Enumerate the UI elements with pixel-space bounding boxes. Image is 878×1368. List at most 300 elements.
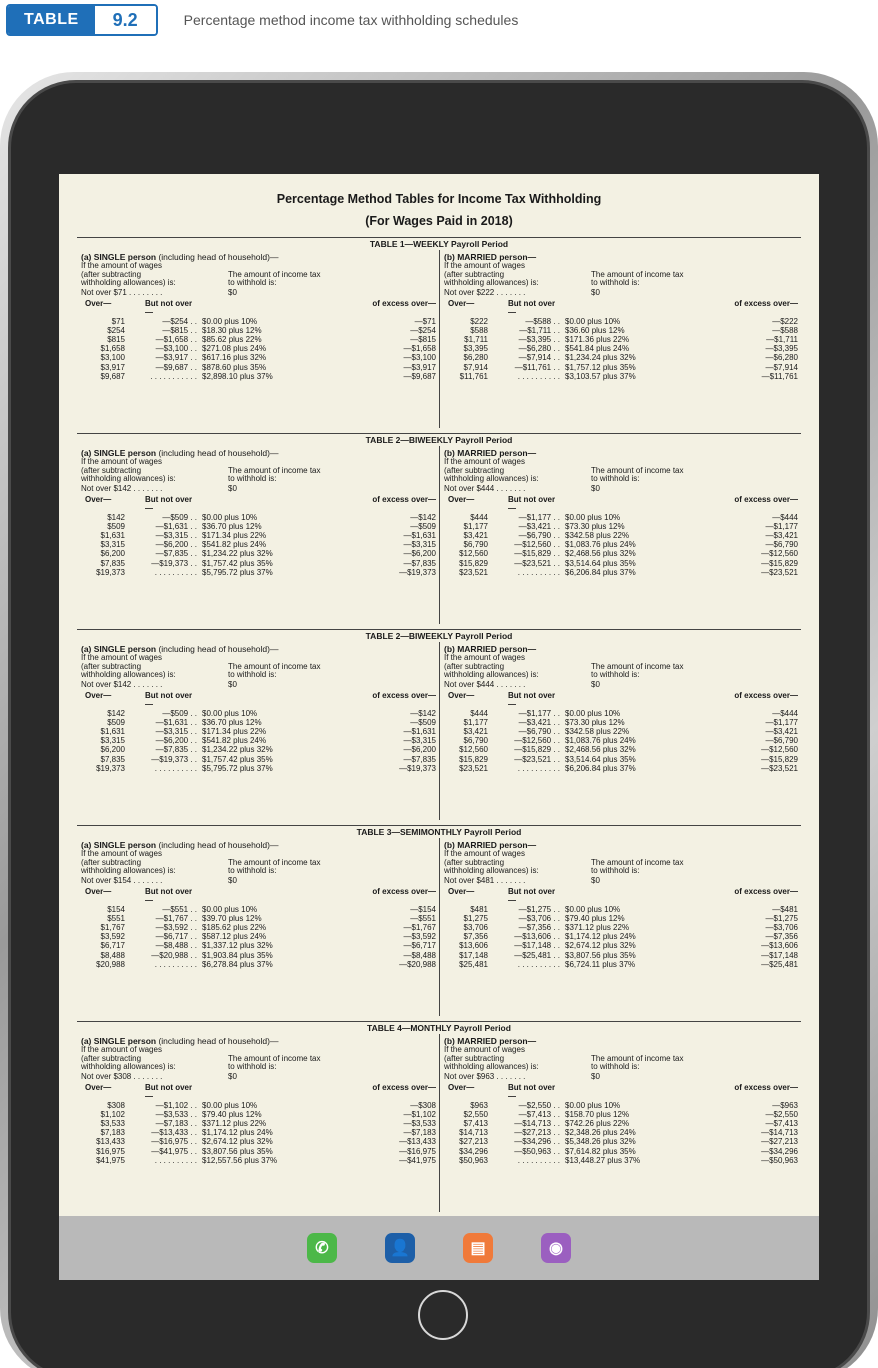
tax-header bbox=[199, 887, 343, 905]
over-cell: $19,373 bbox=[96, 763, 125, 773]
tax-cell: $171.36 plus 22% bbox=[565, 334, 630, 344]
wages-line: If the amount of wages bbox=[444, 261, 525, 270]
tax-line: The amount of income tax bbox=[591, 269, 684, 279]
tax-line: to withhold is: bbox=[591, 1062, 640, 1071]
tax-cell: $6,278.84 plus 37% bbox=[202, 959, 273, 969]
tax-cell: $2,674.12 plus 32% bbox=[565, 941, 636, 951]
not-over-cell: —$6,200 . . bbox=[155, 736, 197, 746]
excess-cell: —$15,829 bbox=[761, 558, 798, 568]
not-over-cell: —$14,713 . . bbox=[514, 1118, 560, 1128]
excess-cell: —$6,200 bbox=[403, 549, 436, 559]
tax-cell: $39.70 plus 12% bbox=[202, 913, 262, 923]
not-over-text: Not over $222 . . . . . . . bbox=[444, 287, 526, 297]
excess-cell: —$154 bbox=[410, 904, 436, 914]
table-row bbox=[444, 951, 798, 960]
table-row bbox=[81, 513, 436, 522]
wages-line: (after subtracting bbox=[81, 465, 142, 475]
tax-cell: $0.00 plus 10% bbox=[202, 512, 258, 522]
not-over-text: Not over $71 . . . . . . . . bbox=[81, 287, 163, 297]
tax-cell: $3,807.56 plus 35% bbox=[202, 1146, 273, 1156]
table-label: TABLE bbox=[8, 6, 95, 34]
zero-value: $0 bbox=[591, 875, 600, 885]
schedule-pair bbox=[77, 838, 801, 1016]
not-over-cell: —$1,177 . . bbox=[518, 708, 560, 718]
over-cell: $12,560 bbox=[459, 745, 488, 755]
excess-cell: —$509 bbox=[410, 717, 436, 727]
wages-intro bbox=[444, 671, 798, 680]
not-over-cell: . . . . . . . . . . bbox=[517, 1155, 560, 1165]
wages-line: withholding allowances) is: bbox=[81, 1062, 176, 1071]
excess-cell: —$25,481 bbox=[761, 959, 798, 969]
excess-cell: —$16,975 bbox=[399, 1146, 436, 1156]
tax-cell: $0.00 plus 10% bbox=[202, 1100, 258, 1110]
excess-cell: —$17,148 bbox=[761, 950, 798, 960]
home-button[interactable] bbox=[418, 1290, 468, 1340]
schedule-pair bbox=[77, 642, 801, 820]
wages-intro bbox=[444, 867, 798, 876]
excess-cell: —$19,373 bbox=[399, 763, 436, 773]
not-over-cell: —$15,829 . . bbox=[514, 549, 560, 559]
section-heading: TABLE 2—BIWEEKLY Payroll Period bbox=[365, 435, 513, 445]
zero-value: $0 bbox=[591, 287, 600, 297]
excess-header: of excess over— bbox=[372, 690, 436, 700]
over-cell: $25,481 bbox=[459, 959, 488, 969]
excess-cell: —$509 bbox=[410, 521, 436, 531]
tax-cell: $342.58 plus 22% bbox=[565, 530, 630, 540]
excess-cell: —$23,521 bbox=[761, 567, 798, 577]
wages-line: If the amount of wages bbox=[444, 457, 525, 466]
table-row bbox=[444, 522, 798, 531]
over-cell: $1,275 bbox=[463, 913, 488, 923]
over-cell: $1,102 bbox=[100, 1109, 125, 1119]
tax-cell: $5,795.72 plus 37% bbox=[202, 763, 273, 773]
table-row bbox=[444, 540, 798, 549]
messages-icon[interactable]: ▤ bbox=[463, 1233, 493, 1263]
column-headers bbox=[81, 691, 436, 709]
table-row bbox=[81, 326, 436, 335]
figure-header bbox=[6, 4, 518, 36]
excess-cell: —$3,315 bbox=[403, 540, 436, 550]
table-row bbox=[444, 559, 798, 568]
column-headers bbox=[81, 887, 436, 905]
schedule-title-bold: (a) SINGLE person bbox=[81, 1036, 157, 1046]
excess-cell: —$1,177 bbox=[765, 521, 798, 531]
tax-cell: $342.58 plus 22% bbox=[565, 726, 630, 736]
over-cell: $3,917 bbox=[100, 362, 125, 372]
tax-cell: $171.34 plus 22% bbox=[202, 530, 267, 540]
not-over-header: But not over— bbox=[145, 886, 193, 905]
wages-intro bbox=[444, 279, 798, 288]
table-row bbox=[81, 540, 436, 549]
single-schedule bbox=[77, 250, 439, 428]
not-over-header: But not over— bbox=[508, 298, 556, 317]
wages-line: If the amount of wages bbox=[81, 653, 162, 662]
not-over-cell: —$551 . . bbox=[162, 904, 197, 914]
table-row bbox=[81, 335, 436, 344]
tax-cell: $0.00 plus 10% bbox=[202, 316, 258, 326]
tax-line: The amount of income tax bbox=[228, 465, 321, 475]
tax-cell: $0.00 plus 10% bbox=[565, 512, 621, 522]
table-row bbox=[444, 363, 798, 372]
excess-cell: —$815 bbox=[410, 334, 436, 344]
not-over-cell: —$509 . . bbox=[162, 512, 197, 522]
not-over-cell: . . . . . . . . . . bbox=[154, 959, 197, 969]
table-row bbox=[444, 1137, 798, 1146]
not-over-cell: . . . . . . . . . . bbox=[154, 763, 197, 773]
excess-header: of excess over— bbox=[372, 886, 436, 896]
wages-intro bbox=[81, 279, 436, 288]
over-cell: $20,988 bbox=[96, 959, 125, 969]
tax-cell: $1,234.22 plus 32% bbox=[202, 549, 273, 559]
excess-header: of excess over— bbox=[734, 886, 798, 896]
excess-cell: —$1,102 bbox=[403, 1109, 436, 1119]
not-over-cell: —$1,767 . . bbox=[155, 913, 197, 923]
tax-header bbox=[199, 691, 343, 709]
not-over-cell: —$11,761 . . bbox=[514, 362, 560, 372]
tax-header bbox=[199, 299, 343, 317]
not-over-cell: —$12,560 . . bbox=[514, 736, 560, 746]
excess-cell: —$6,790 bbox=[765, 736, 798, 746]
excess-header: of excess over— bbox=[372, 298, 436, 308]
over-cell: $588 bbox=[470, 325, 488, 335]
wages-line: withholding allowances) is: bbox=[81, 670, 176, 679]
over-cell: $3,421 bbox=[463, 726, 488, 736]
tax-cell: $73.30 plus 12% bbox=[565, 717, 625, 727]
over-cell: $444 bbox=[470, 512, 488, 522]
excess-cell: —$8,488 bbox=[403, 950, 436, 960]
not-over-text: Not over $154 . . . . . . . bbox=[81, 875, 163, 885]
tax-cell: $36.70 plus 12% bbox=[202, 717, 262, 727]
tax-header bbox=[199, 1083, 343, 1101]
schedule-title-bold: (a) SINGLE person bbox=[81, 840, 157, 850]
over-header: Over— bbox=[448, 494, 475, 504]
excess-cell: —$7,835 bbox=[403, 754, 436, 764]
tax-cell: $1,174.12 plus 24% bbox=[565, 932, 636, 942]
over-cell: $3,706 bbox=[463, 922, 488, 932]
table-row bbox=[81, 764, 436, 773]
over-cell: $3,395 bbox=[463, 344, 488, 354]
contacts-icon[interactable]: 👤 bbox=[385, 1233, 415, 1263]
over-cell: $3,315 bbox=[100, 540, 125, 550]
not-over-cell: —$1,631 . . bbox=[155, 521, 197, 531]
tax-cell: $3,103.57 plus 37% bbox=[565, 371, 636, 381]
figure-title: Percentage method income tax withholding schedules bbox=[183, 12, 519, 28]
over-cell: $13,606 bbox=[459, 941, 488, 951]
table-row bbox=[81, 951, 436, 960]
excess-header: of excess over— bbox=[734, 298, 798, 308]
wages-line: (after subtracting bbox=[444, 465, 505, 475]
over-cell: $14,713 bbox=[459, 1128, 488, 1138]
excess-cell: —$3,706 bbox=[765, 922, 798, 932]
not-over-cell: —$17,148 . . bbox=[514, 941, 560, 951]
not-over-header: But not over— bbox=[145, 494, 193, 513]
column-headers bbox=[444, 691, 798, 709]
not-over-cell: —$1,631 . . bbox=[155, 717, 197, 727]
wages-line: If the amount of wages bbox=[81, 261, 162, 270]
zero-value: $0 bbox=[228, 287, 237, 297]
excess-cell: —$71 bbox=[414, 316, 436, 326]
married-schedule bbox=[439, 642, 801, 820]
over-header: Over— bbox=[448, 690, 475, 700]
over-cell: $1,711 bbox=[464, 334, 488, 344]
withholding-document bbox=[77, 188, 801, 1212]
tax-cell: $3,514.64 plus 35% bbox=[565, 754, 636, 764]
excess-cell: —$34,296 bbox=[761, 1146, 798, 1156]
table-row bbox=[81, 522, 436, 531]
not-over-cell: . . . . . . . . . . bbox=[517, 371, 560, 381]
wages-line: If the amount of wages bbox=[444, 653, 525, 662]
excess-cell: —$11,761 bbox=[761, 371, 798, 381]
over-cell: $1,631 bbox=[100, 726, 125, 736]
column-headers bbox=[81, 495, 436, 513]
tablet-screen bbox=[59, 174, 819, 1280]
tax-cell: $7,614.82 plus 35% bbox=[565, 1146, 636, 1156]
not-over-text: Not over $142 . . . . . . . bbox=[81, 483, 163, 493]
not-over-cell: . . . . . . . . . . . bbox=[150, 371, 197, 381]
tax-cell: $2,674.12 plus 32% bbox=[202, 1137, 273, 1147]
over-cell: $50,963 bbox=[459, 1155, 488, 1165]
excess-cell: —$50,963 bbox=[761, 1155, 798, 1165]
not-over-cell: —$254 . . bbox=[162, 316, 197, 326]
table-row bbox=[81, 709, 436, 718]
tax-line: The amount of income tax bbox=[228, 857, 321, 867]
table-row bbox=[81, 1128, 436, 1137]
wages-line: (after subtracting bbox=[81, 1053, 142, 1063]
excess-cell: —$481 bbox=[772, 904, 798, 914]
tax-cell: $6,206.84 plus 37% bbox=[565, 567, 636, 577]
not-over-line bbox=[444, 1072, 798, 1082]
tax-line: to withhold is: bbox=[228, 866, 277, 875]
table-row bbox=[444, 718, 798, 727]
not-over-text: Not over $963 . . . . . . . bbox=[444, 1071, 526, 1081]
not-over-cell: —$41,975 . . bbox=[151, 1146, 197, 1156]
not-over-cell: —$509 . . bbox=[162, 708, 197, 718]
wages-line: (after subtracting bbox=[81, 661, 142, 671]
app-dock bbox=[59, 1216, 819, 1280]
wages-line: withholding allowances) is: bbox=[444, 474, 539, 483]
tables-container bbox=[77, 237, 801, 1212]
tax-cell: $12,557.56 plus 37% bbox=[202, 1155, 278, 1165]
excess-cell: —$3,421 bbox=[765, 726, 798, 736]
excess-cell: —$1,631 bbox=[403, 530, 436, 540]
over-cell: $13,433 bbox=[96, 1137, 125, 1147]
over-header: Over— bbox=[85, 494, 112, 504]
table-row bbox=[81, 344, 436, 353]
table-row bbox=[444, 372, 798, 381]
table-row bbox=[444, 923, 798, 932]
schedule-title-note: (including head of household)— bbox=[156, 840, 279, 850]
schedule-title-bold: (a) SINGLE person bbox=[81, 252, 157, 262]
excess-cell: —$7,183 bbox=[403, 1128, 436, 1138]
tax-cell: $0.00 plus 10% bbox=[565, 316, 621, 326]
tax-cell: $2,468.56 plus 32% bbox=[565, 745, 636, 755]
tax-cell: $158.70 plus 12% bbox=[565, 1109, 630, 1119]
schedule-pair bbox=[77, 446, 801, 624]
zero-value: $0 bbox=[591, 1071, 600, 1081]
table-row bbox=[444, 353, 798, 362]
zero-value: $0 bbox=[591, 679, 600, 689]
tax-cell: $1,757.42 plus 35% bbox=[202, 558, 273, 568]
married-schedule bbox=[439, 1034, 801, 1212]
table-row bbox=[81, 923, 436, 932]
tax-header bbox=[562, 299, 706, 317]
excess-cell: —$963 bbox=[772, 1100, 798, 1110]
tax-line: to withhold is: bbox=[591, 866, 640, 875]
over-cell: $12,560 bbox=[459, 549, 488, 559]
tax-cell: $79.40 plus 12% bbox=[565, 913, 625, 923]
excess-cell: —$6,200 bbox=[403, 745, 436, 755]
excess-cell: —$13,433 bbox=[399, 1137, 436, 1147]
not-over-header: But not over— bbox=[145, 690, 193, 709]
table-row bbox=[81, 1137, 436, 1146]
excess-cell: —$12,560 bbox=[761, 745, 798, 755]
column-headers bbox=[444, 299, 798, 317]
tax-line: The amount of income tax bbox=[228, 661, 321, 671]
tax-cell: $541.84 plus 24% bbox=[565, 344, 630, 354]
over-cell: $142 bbox=[107, 512, 125, 522]
over-cell: $308 bbox=[107, 1100, 125, 1110]
over-cell: $23,521 bbox=[459, 567, 488, 577]
over-cell: $6,717 bbox=[100, 941, 125, 951]
tax-cell: $1,083.76 plus 24% bbox=[565, 736, 636, 746]
wages-intro bbox=[81, 671, 436, 680]
single-schedule bbox=[77, 642, 439, 820]
tax-cell: $587.12 plus 24% bbox=[202, 932, 267, 942]
excess-cell: —$3,592 bbox=[403, 932, 436, 942]
table-row bbox=[81, 372, 436, 381]
table-row bbox=[81, 727, 436, 736]
table-row bbox=[444, 531, 798, 540]
over-cell: $27,213 bbox=[459, 1137, 488, 1147]
not-over-cell: . . . . . . . . . . bbox=[154, 1155, 197, 1165]
not-over-cell: —$7,914 . . bbox=[518, 353, 560, 363]
married-schedule bbox=[439, 446, 801, 624]
wages-line: If the amount of wages bbox=[444, 849, 525, 858]
over-cell: $23,521 bbox=[459, 763, 488, 773]
not-over-cell: . . . . . . . . . . bbox=[517, 959, 560, 969]
excess-cell: —$1,767 bbox=[403, 922, 436, 932]
not-over-line bbox=[81, 876, 436, 886]
table-row bbox=[444, 736, 798, 745]
tax-line: The amount of income tax bbox=[591, 1053, 684, 1063]
over-cell: $3,421 bbox=[463, 530, 488, 540]
not-over-cell: —$3,315 . . bbox=[155, 530, 197, 540]
tax-line: to withhold is: bbox=[228, 474, 277, 483]
schedule-title-note: (including head of household)— bbox=[156, 252, 279, 262]
schedule-title-note: (including head of household)— bbox=[156, 644, 279, 654]
wages-intro bbox=[444, 475, 798, 484]
over-cell: $15,829 bbox=[459, 754, 488, 764]
over-cell: $1,767 bbox=[100, 922, 125, 932]
excess-cell: —$142 bbox=[410, 708, 436, 718]
tax-cell: $1,903.84 plus 35% bbox=[202, 950, 273, 960]
not-over-header: But not over— bbox=[508, 690, 556, 709]
table-row bbox=[444, 326, 798, 335]
excess-cell: —$3,100 bbox=[403, 353, 436, 363]
camera-icon[interactable]: ◉ bbox=[541, 1233, 571, 1263]
not-over-header: But not over— bbox=[145, 298, 193, 317]
over-header: Over— bbox=[85, 1082, 112, 1092]
over-cell: $3,315 bbox=[100, 736, 125, 746]
schedule-title-bold: (b) MARRIED person— bbox=[444, 252, 537, 262]
table-row bbox=[444, 317, 798, 326]
wages-line: If the amount of wages bbox=[81, 457, 162, 466]
over-cell: $17,148 bbox=[459, 950, 488, 960]
tax-cell: $6,206.84 plus 37% bbox=[565, 763, 636, 773]
tax-line: to withhold is: bbox=[228, 670, 277, 679]
excess-header: of excess over— bbox=[734, 690, 798, 700]
tax-cell: $185.62 plus 22% bbox=[202, 922, 267, 932]
table-row bbox=[444, 905, 798, 914]
single-schedule bbox=[77, 838, 439, 1016]
excess-cell: —$6,717 bbox=[403, 941, 436, 951]
phone-icon[interactable]: ✆ bbox=[307, 1233, 337, 1263]
not-over-cell: —$15,829 . . bbox=[514, 745, 560, 755]
not-over-text: Not over $308 . . . . . . . bbox=[81, 1071, 163, 1081]
not-over-line bbox=[444, 484, 798, 494]
not-over-header: But not over— bbox=[508, 494, 556, 513]
over-cell: $222 bbox=[470, 316, 488, 326]
excess-cell: —$3,315 bbox=[403, 736, 436, 746]
column-headers bbox=[81, 299, 436, 317]
tax-header bbox=[562, 691, 706, 709]
tax-cell: $1,757.12 plus 35% bbox=[565, 362, 636, 372]
section-heading: TABLE 2—BIWEEKLY Payroll Period bbox=[365, 631, 513, 641]
tax-cell: $541.82 plus 24% bbox=[202, 540, 267, 550]
over-cell: $9,687 bbox=[100, 371, 125, 381]
excess-cell: —$444 bbox=[772, 512, 798, 522]
tax-header bbox=[199, 495, 343, 513]
table-row bbox=[81, 932, 436, 941]
not-over-cell: —$1,102 . . bbox=[155, 1100, 197, 1110]
wages-line: If the amount of wages bbox=[81, 849, 162, 858]
married-schedule bbox=[439, 250, 801, 428]
schedule-pair bbox=[77, 250, 801, 428]
not-over-cell: —$6,280 . . bbox=[518, 344, 560, 354]
excess-cell: —$3,533 bbox=[403, 1118, 436, 1128]
tax-cell: $541.82 plus 24% bbox=[202, 736, 267, 746]
table-row bbox=[444, 914, 798, 923]
tax-cell: $1,234.22 plus 32% bbox=[202, 745, 273, 755]
not-over-cell: —$815 . . bbox=[162, 325, 197, 335]
over-cell: $6,200 bbox=[100, 549, 125, 559]
over-cell: $254 bbox=[107, 325, 125, 335]
wages-line: withholding allowances) is: bbox=[444, 866, 539, 875]
tax-cell: $0.00 plus 10% bbox=[202, 904, 258, 914]
not-over-cell: —$1,275 . . bbox=[518, 904, 560, 914]
excess-header: of excess over— bbox=[372, 494, 436, 504]
tax-cell: $1,083.76 plus 24% bbox=[565, 540, 636, 550]
excess-cell: —$14,713 bbox=[761, 1128, 798, 1138]
table-row bbox=[81, 960, 436, 969]
excess-header: of excess over— bbox=[372, 1082, 436, 1092]
not-over-cell: —$6,717 . . bbox=[155, 932, 197, 942]
over-header: Over— bbox=[448, 886, 475, 896]
table-number: 9.2 bbox=[95, 6, 156, 34]
not-over-cell: —$3,100 . . bbox=[155, 344, 197, 354]
wages-intro bbox=[444, 1063, 798, 1072]
tax-cell: $171.34 plus 22% bbox=[202, 726, 267, 736]
table-row bbox=[81, 941, 436, 950]
tax-cell: $617.16 plus 32% bbox=[202, 353, 267, 363]
not-over-cell: —$7,356 . . bbox=[518, 922, 560, 932]
not-over-cell: —$3,395 . . bbox=[518, 334, 560, 344]
excess-cell: —$27,213 bbox=[761, 1137, 798, 1147]
excess-cell: —$3,917 bbox=[403, 362, 436, 372]
not-over-cell: —$27,213 . . bbox=[514, 1128, 560, 1138]
over-cell: $1,658 bbox=[100, 344, 125, 354]
not-over-cell: . . . . . . . . . . bbox=[517, 763, 560, 773]
